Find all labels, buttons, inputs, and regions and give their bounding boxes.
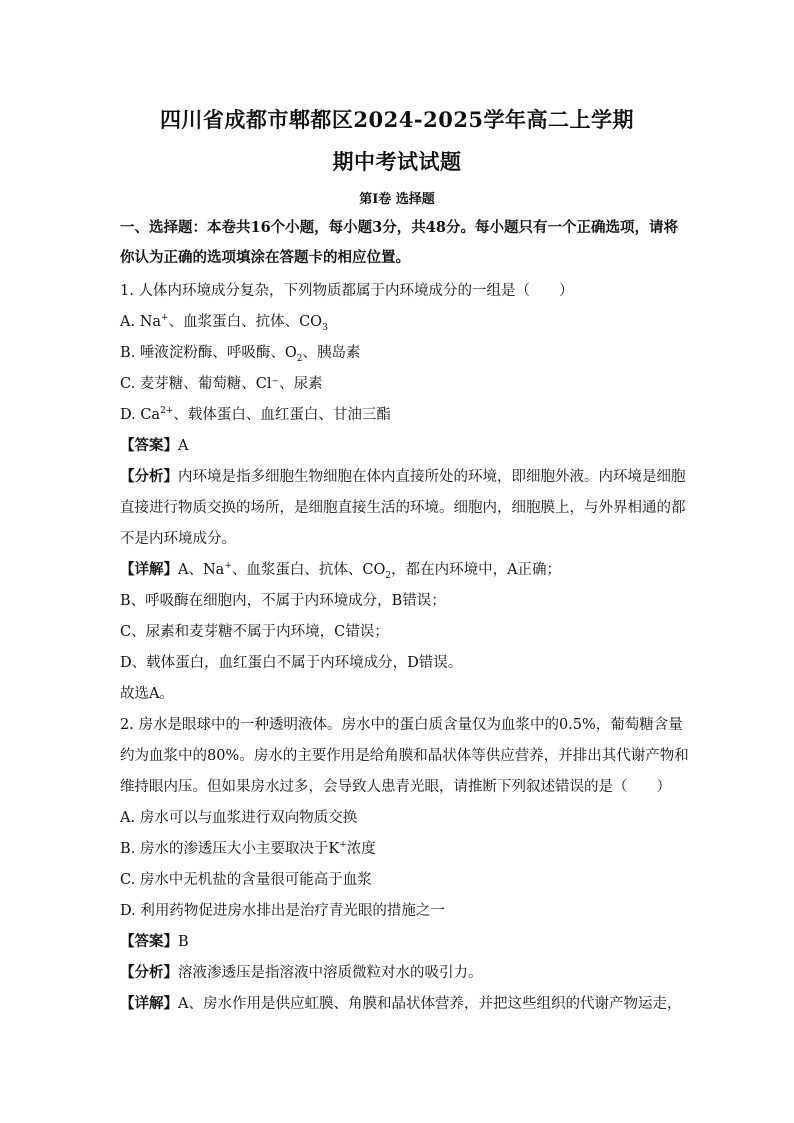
q1-detail-line2: B、呼吸酶在细胞内，不属于内环境成分，B错误； [120,593,446,609]
q1-detail-line1: 【详解】A、Na+、血浆蛋白、抗体、$CO_2$，都在内环境中，A正确； [120,561,562,581]
q2-stem-line1: 2. 房水是眼球中的一种透明液体。房水中的蛋白质含量仅为血浆中的0.5%，葡萄糖含量 [120,717,683,733]
detail-tag: 【详解】 [120,995,178,1012]
q2-detail-line1: 【详解】A、房水作用是供应虹膜、角膜和晶状体营养，并把这些组织的代谢产物运走， [120,995,682,1012]
q1-detail-line4: D、载体蛋白，血红蛋白不属于内环境成分，D错误。 [120,655,463,671]
exam-title-line1: 四川省成都市郫都区2024-2025学年高二上学期 [159,107,635,132]
volume-heading: 第Ⅰ卷 选择题 [359,192,435,207]
analysis-tag: 【分析】 [120,468,178,485]
q1-conclusion: 故选A。 [120,686,174,702]
q2-answer: 【答案】B [120,933,189,950]
q2-analysis: 【分析】溶液渗透压是指溶液中溶质微粒对水的吸引力。 [120,964,483,981]
q1-option-b: B. 唾液淀粉酶、呼吸酶、$O_2$、胰岛素 [120,345,361,364]
q1-analysis-line1: 【分析】内环境是指多细胞生物细胞在体内直接所处的环境，即细胞外液。内环境是细胞 [120,468,686,485]
q1-analysis-line3: 不是内环境成分。 [120,531,236,547]
answer-tag: 【答案】 [120,437,178,454]
q2-option-c: C. 房水中无机盐的含量很可能高于血浆 [120,872,372,888]
answer-tag: 【答案】 [120,933,178,950]
section-instructions-line2: 你认为正确的选项填涂在答题卡的相应位置。 [120,249,410,266]
q2-stem-line2: 约为血浆中的80%。房水的主要作用是给角膜和晶状体等供应营养，并排出其代谢产物和 [120,748,689,764]
q1-option-a: A. Na+、血浆蛋白、抗体、$CO_3$ [120,313,328,333]
q1-option-c: C. 麦芽糖、葡萄糖、Cl⁻、尿素 [120,376,323,392]
q2-option-b: B. 房水的渗透压大小主要取决于K+浓度 [120,840,376,857]
q2-stem-line3: 维持眼内压。但如果房水过多，会导致人患青光眼，请推断下列叙述错误的是（ ） [120,779,671,795]
detail-tag: 【详解】 [120,561,178,578]
q2-option-d: D. 利用药物促进房水排出是治疗青光眼的措施之一 [120,903,445,919]
q1-stem: 1. 人体内环境成分复杂，下列物质都属于内环境成分的一组是（ ） [120,283,574,299]
q1-detail-line3: C、尿素和麦芽糖不属于内环境，C错误； [120,624,389,640]
q1-option-d: D. $Ca^{2+}$、载体蛋白、血红蛋白、甘油三酯 [120,406,391,423]
q1-analysis-line2: 直接进行物质交换的场所，是细胞直接生活的环境。细胞内，细胞膜上，与外界相通的都 [120,500,686,516]
q2-option-a: A. 房水可以与血浆进行双向物质交换 [120,810,358,826]
analysis-tag: 【分析】 [120,964,178,981]
exam-title-line2: 期中考试试题 [332,149,462,174]
section-instructions-line1: 一、选择题：本卷共16个小题，每小题3分，共48分。每小题只有一个正确选项，请将 [120,219,678,236]
q1-answer: 【答案】A [120,437,189,454]
